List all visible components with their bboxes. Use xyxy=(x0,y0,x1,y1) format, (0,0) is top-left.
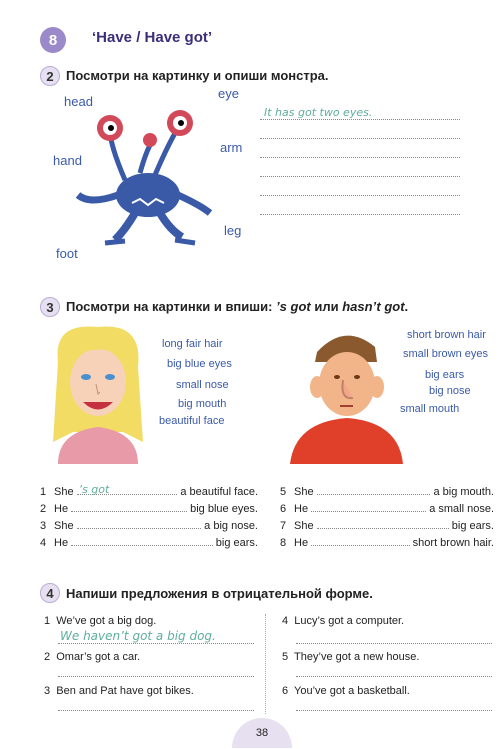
answer-line[interactable] xyxy=(58,643,254,644)
sentence-subject: She xyxy=(294,486,314,498)
sentence-subject: She xyxy=(54,486,74,498)
sentence-blank[interactable] xyxy=(71,511,187,512)
item-text: Ben and Pat have got bikes. xyxy=(56,685,194,697)
item-text: You’ve got a basketball. xyxy=(294,685,410,697)
item-number: 4 xyxy=(282,615,289,627)
sentence-end: a beautiful face. xyxy=(180,486,258,498)
sentence-end: a big mouth. xyxy=(433,486,494,498)
exercise-4-number: 4 xyxy=(40,583,60,603)
boy-label-4: big nose xyxy=(429,385,471,397)
label-head: head xyxy=(64,94,93,109)
sentence-number: 6 xyxy=(280,503,287,515)
label-hand: hand xyxy=(53,153,82,168)
exercise-4-item xyxy=(44,685,194,697)
exercise-3-sentence xyxy=(280,537,494,549)
sentence-subject: He xyxy=(294,537,309,549)
sentence-blank[interactable] xyxy=(311,511,426,512)
exercise-4-item xyxy=(282,615,404,627)
label-leg: leg xyxy=(224,223,242,238)
exercise-2-example-answer: It has got two eyes. xyxy=(264,106,373,119)
boy-label-5: small mouth xyxy=(400,403,460,415)
answer-line[interactable] xyxy=(260,214,460,215)
answer-line[interactable] xyxy=(58,710,254,711)
boy-label-1: short brown hair xyxy=(407,329,486,341)
exercise-3-number: 3 xyxy=(40,297,60,317)
label-foot: foot xyxy=(56,246,78,261)
sentence-number: 1 xyxy=(40,486,47,498)
exercise-3-option-1: ’s got xyxy=(276,299,311,314)
exercise-3-heading-end: . xyxy=(404,299,409,314)
answer-line[interactable] xyxy=(260,195,460,196)
exercise-3-heading-text: Посмотри на картинки и впиши: xyxy=(66,299,277,314)
sentence-blank[interactable] xyxy=(71,545,213,546)
item-text: Omar’s got a car. xyxy=(56,651,141,663)
exercise-4-item xyxy=(44,615,156,627)
column-divider xyxy=(265,614,266,714)
boy-illustration xyxy=(285,322,405,464)
exercise-3-sentence xyxy=(40,503,258,515)
answer-line[interactable] xyxy=(260,138,460,139)
sentence-end: short brown hair. xyxy=(412,537,494,549)
answer-line[interactable] xyxy=(58,676,254,677)
exercise-3-sentence xyxy=(280,503,494,515)
sentence-end: a small nose. xyxy=(429,503,494,515)
boy-label-3: big ears xyxy=(425,369,465,381)
sentence-subject: He xyxy=(294,503,309,515)
sentence-subject: She xyxy=(294,520,314,532)
girl-label-1: long fair hair xyxy=(162,338,223,350)
sentence-blank[interactable] xyxy=(77,528,202,529)
sentence-number: 3 xyxy=(40,520,47,532)
answer-line[interactable] xyxy=(260,157,460,158)
sentence-blank[interactable] xyxy=(317,528,449,529)
sentence-number: 5 xyxy=(280,486,287,498)
sentence-number: 7 xyxy=(280,520,287,532)
boy-label-2: small brown eyes xyxy=(403,348,488,360)
sentence-answer: ’s got xyxy=(78,483,110,496)
page-number: 38 xyxy=(232,718,292,748)
answer-line[interactable] xyxy=(260,119,460,120)
sentence-number: 8 xyxy=(280,537,287,549)
answer-line[interactable] xyxy=(260,176,460,177)
sentence-end: big blue eyes. xyxy=(190,503,258,515)
item-number: 3 xyxy=(44,685,51,697)
item-text: We’ve got a big dog. xyxy=(56,615,157,627)
answer-line[interactable] xyxy=(296,710,492,711)
exercise-3-sentence xyxy=(40,520,258,532)
sentence-number: 2 xyxy=(40,503,47,515)
exercise-3-sentence xyxy=(280,486,494,498)
sentence-end: big ears. xyxy=(215,537,258,549)
exercise-3-heading-or: или xyxy=(310,299,343,314)
exercise-3-option-2: hasn’t got xyxy=(342,299,405,314)
item-number: 2 xyxy=(44,651,51,663)
label-eye: eye xyxy=(218,86,239,101)
exercise-4-example-answer: We haven’t got a big dog. xyxy=(60,629,216,643)
girl-label-2: big blue eyes xyxy=(167,358,232,370)
exercise-2-heading: Посмотри на картинку и опиши монстра. xyxy=(66,68,329,83)
item-number: 1 xyxy=(44,615,51,627)
exercise-4-heading: Напиши предложения в отрицательной форме. xyxy=(66,586,373,601)
exercise-2-number: 2 xyxy=(40,66,60,86)
item-text: They’ve got a new house. xyxy=(294,651,420,663)
exercise-4-item xyxy=(282,685,410,697)
sentence-subject: He xyxy=(54,537,69,549)
girl-label-5: beautiful face xyxy=(159,415,225,427)
exercise-3-sentence xyxy=(280,520,494,532)
sentence-blank[interactable] xyxy=(311,545,410,546)
sentence-end: a big nose. xyxy=(204,520,258,532)
girl-illustration xyxy=(38,322,158,464)
exercise-4-item xyxy=(44,651,140,663)
unit-title: ‘Have / Have got’ xyxy=(92,29,213,46)
girl-label-3: small nose xyxy=(176,379,229,391)
monster-illustration xyxy=(70,95,230,255)
sentence-blank[interactable] xyxy=(77,483,178,496)
sentence-end: big ears. xyxy=(451,520,494,532)
exercise-3-sentence xyxy=(40,483,258,498)
unit-number-badge: 8 xyxy=(40,27,66,53)
sentence-blank[interactable] xyxy=(317,494,431,495)
exercise-3-sentence xyxy=(40,537,258,549)
sentence-subject: He xyxy=(54,503,69,515)
item-text: Lucy’s got a computer. xyxy=(294,615,405,627)
exercise-3-heading xyxy=(66,299,408,314)
label-arm: arm xyxy=(220,140,243,155)
exercise-4-item xyxy=(282,651,419,663)
answer-line[interactable] xyxy=(296,643,492,644)
answer-line[interactable] xyxy=(296,676,492,677)
sentence-subject: She xyxy=(54,520,74,532)
girl-label-4: big mouth xyxy=(178,398,227,410)
sentence-number: 4 xyxy=(40,537,47,549)
item-number: 5 xyxy=(282,651,289,663)
item-number: 6 xyxy=(282,685,289,697)
